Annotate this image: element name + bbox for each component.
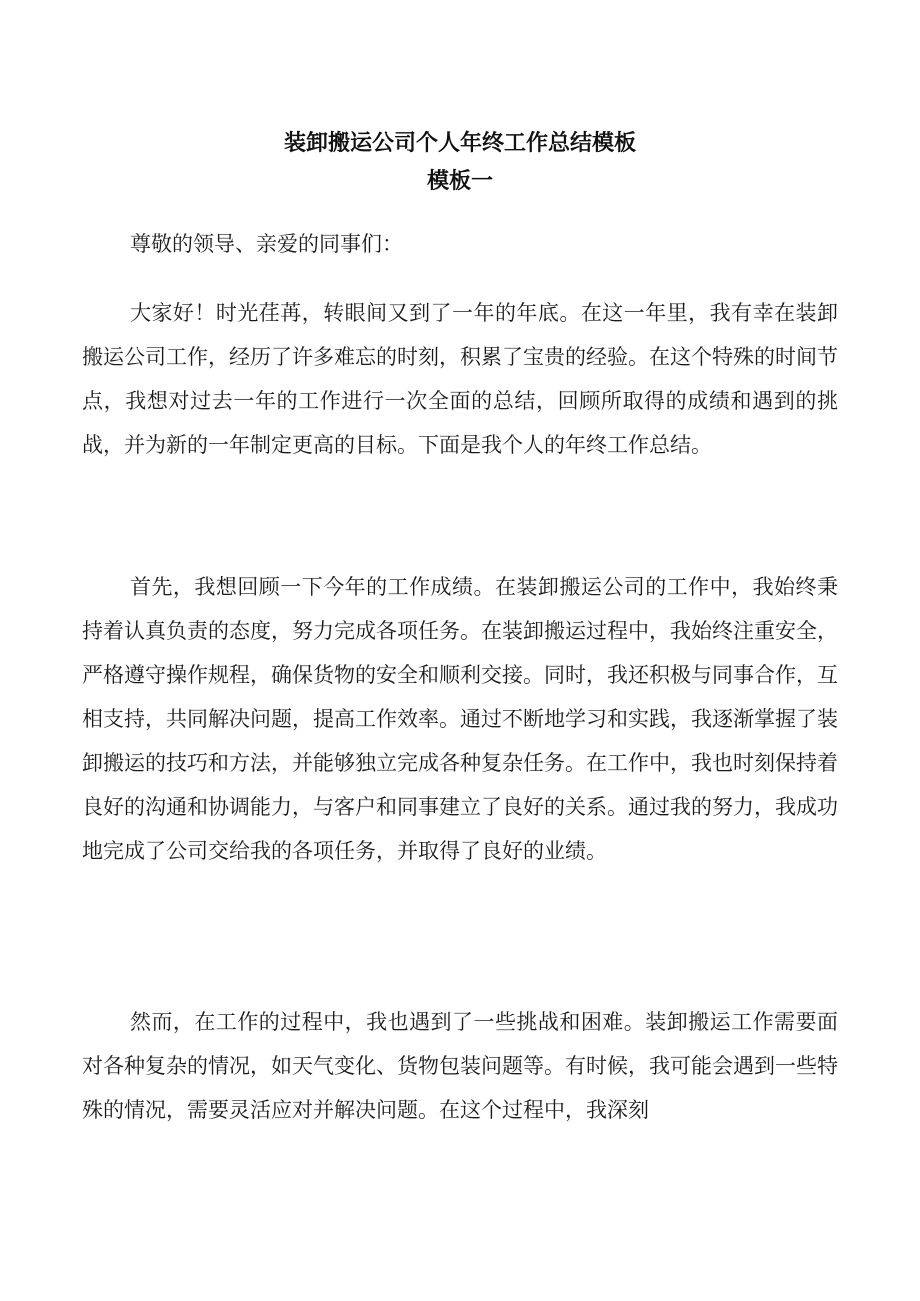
document-subtitle: 模板一 xyxy=(426,169,493,194)
greeting: 尊敬的领导、亲爱的同事们： xyxy=(130,232,403,256)
paragraph-achievements: 首先，我想回顾一下今年的工作成绩。在装卸搬运公司的工作中，我始终秉持着认真负责的态度，努力完成各项任务。在装卸搬运过程中，我始终注重安全，严格遵守操作规程，确保货物的安全和顺利交接。同时，我还积极与同事合作，互相支持，共同解决问题，提高工作效率。通过不断地学习和实践，我逐渐掌握了装卸搬运的技巧和方法，并能够独立完成各种复杂任务。在工作中，我也时刻保持着良好的沟通和协调能力，与客户和同事建立了良好的关系。通过我的努力，我成功地完成了公司交给我的各项任务，并取得了良好的业绩。 xyxy=(82,575,838,863)
paragraph-intro: 大家好！时光荏苒，转眼间又到了一年的年底。在这一年里，我有幸在装卸搬运公司工作，经历了许多难忘的时刻，积累了宝贵的经验。在这个特殊的时间节点，我想对过去一年的工作进行一次全面的总结，回顾所取得的成绩和遇到的挑战，并为新的一年制定更高的目标。下面是我个人的年终工作总结。 xyxy=(82,301,838,457)
paragraph-challenges: 然而，在工作的过程中，我也遇到了一些挑战和困难。装卸搬运工作需要面对各种复杂的情况，如天气变化、货物包装问题等。有时候，我可能会遇到一些特殊的情况，需要灵活应对并解决问题。在这个过程中，我深刻 xyxy=(82,1010,838,1122)
document-title: 装卸搬运公司个人年终工作总结模板 xyxy=(283,131,636,156)
